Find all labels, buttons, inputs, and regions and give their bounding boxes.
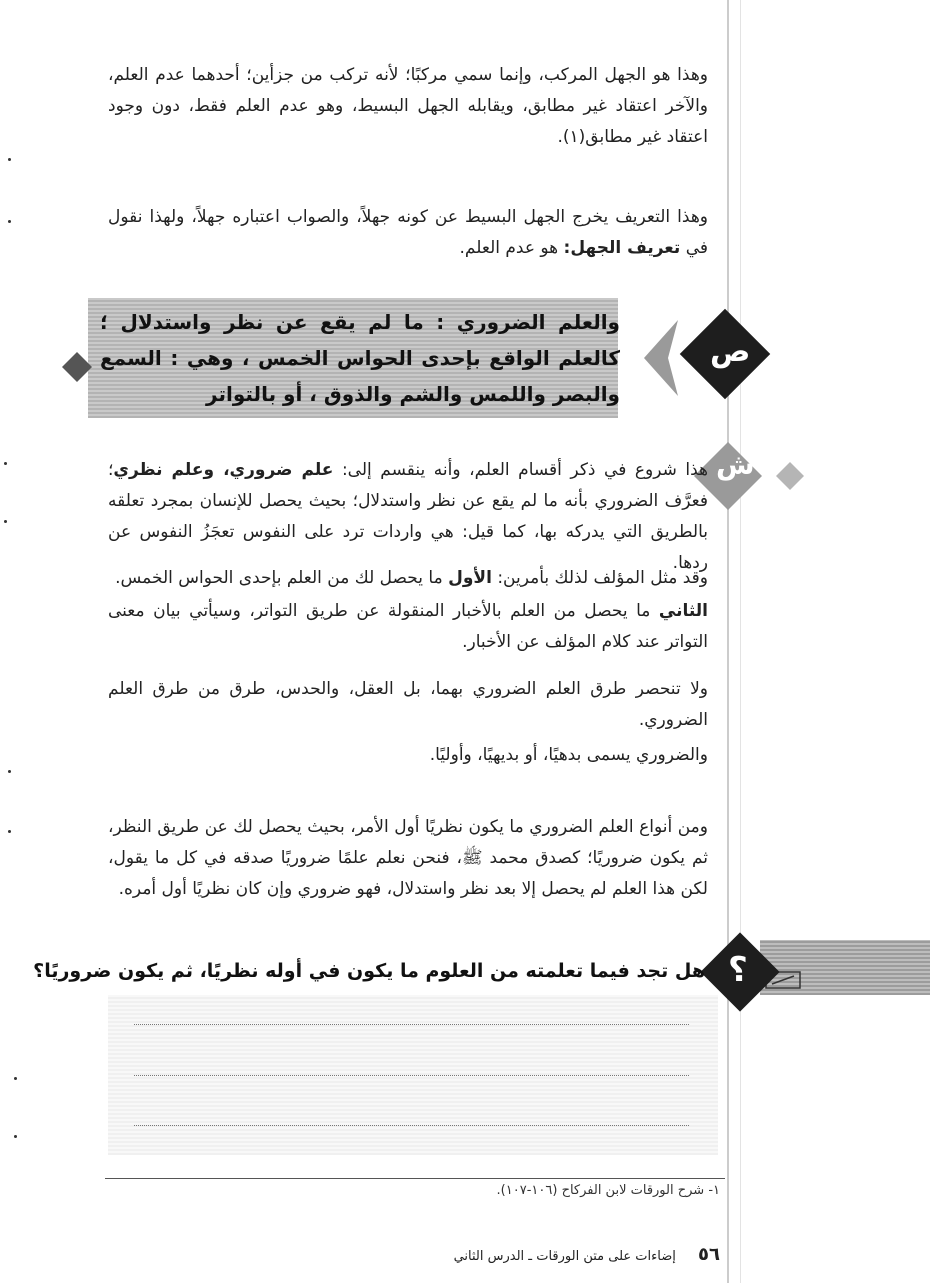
term-first: الأول (448, 568, 492, 588)
running-title: إضاءات على متن الورقات ـ الدرس الثاني (453, 1249, 676, 1264)
term-knowledge-types: علم ضروري، وعلم نظري (113, 460, 334, 480)
question-text: هل تجد فيما تعلمته من العلوم ما يكون في أوله نظريًا، ثم يكون ضروريًا؟ (33, 960, 705, 982)
footnote-rule (105, 1178, 725, 1179)
chevron-left-icon (640, 318, 680, 398)
footnote: ١- شرح الورقات لابن الفركاح (١٠٦-١٠٧). (496, 1183, 720, 1198)
margin-speck (8, 770, 11, 773)
paragraph-example-second: الثاني ما يحصل من العلم بالأخبار المنقولة عن طريق التواتر، وسيأتي بيان معنى التواتر عند كلام المؤلف عن الأخبار. (108, 601, 708, 652)
paragraph-division-of-knowledge: هذا شروع في ذكر أقسام العلم، وأنه ينقسم إلى: علم ضروري، وعلم نظري؛ فعرَّف الضروري بأنه ما لم يقع عن نظر واستدلال؛ بحيث يحصل للإنسان بمجرد تعلقه بالطريق التي يدركه بها، كما قيل: هي واردات ترد على النفوس تعجَزُ النفوس عن ردها. (108, 460, 708, 573)
paragraph-types-of-necessary: ومن أنواع العلم الضروري ما يكون نظريًا أول الأمر، بحيث يحصل لك عن طريق النظر، ثم يكون ضروريًا؛ كصدق محمد ﷺ، فنحن نعلم علمًا ضروريًا صدقه في كل ما يقول، لكن هذا العلم لم يحصل إلا بعد نظر واستدلال، فهو ضروري وإن كان نظريًا أول أمره. (108, 817, 708, 899)
margin-line (727, 0, 729, 1283)
margin-speck (14, 1077, 17, 1080)
paragraph-example-first: وقد مثل المؤلف لذلك بأمرين: الأول ما يحصل لك من العلم بإحدى الحواس الخمس. (115, 568, 708, 588)
question-badge-label: ؟ (728, 950, 748, 990)
margin-speck (8, 830, 11, 833)
page-footer (454, 1244, 720, 1265)
margin-line-secondary (740, 0, 741, 1283)
margin-speck (14, 1135, 17, 1138)
diamond-ornament-icon (60, 350, 94, 384)
paragraph-simple-ignorance: وهذا التعريف يخرج الجهل البسيط عن كونه جهلاً، والصواب اعتباره جهلاً، ولهذا نقول في تعريف الجهل: هو عدم العلم. (108, 207, 708, 258)
paragraph-compound-ignorance: وهذا هو الجهل المركب، وإنما سمي مركبًا؛ لأنه تركب من جزأين؛ أحدهما عدم العلم، والآخر اعتقاد غير مطابق، ويقابله الجهل البسيط، وهو عدم العلم فقط، دون وجود اعتقاد غير مطابق(١). (108, 65, 708, 147)
term-definition-ignorance: تعريف الجهل: (563, 238, 681, 258)
paragraph-names: والضروري يسمى بدهيًا، أو بديهيًا، وأوليًا. (429, 745, 708, 765)
matn-text: والعلم الضروري : ما لم يقع عن نظر واستدلال ؛ كالعلم الواقع بإحدى الحواس الخمس ، وهي : السمع والبصر واللمس والشم والذوق ، أو بالتواتر (100, 310, 620, 406)
margin-speck (4, 520, 7, 523)
sharh-badge-label: ش (716, 448, 755, 481)
margin-speck (4, 462, 7, 465)
answer-line (134, 1075, 689, 1076)
answer-line (134, 1125, 689, 1126)
term-second: الثاني (658, 601, 708, 621)
margin-speck (8, 220, 11, 223)
matn-badge-label: ص (710, 334, 751, 369)
paragraph-other-means: ولا تنحصر طرق العلم الضروري بهما، بل العقل، والحدس، طرق من طرق العلم الضروري. (108, 679, 708, 730)
margin-speck (8, 158, 11, 161)
answer-line (134, 1024, 689, 1025)
page-number: ٥٦ (698, 1244, 720, 1265)
